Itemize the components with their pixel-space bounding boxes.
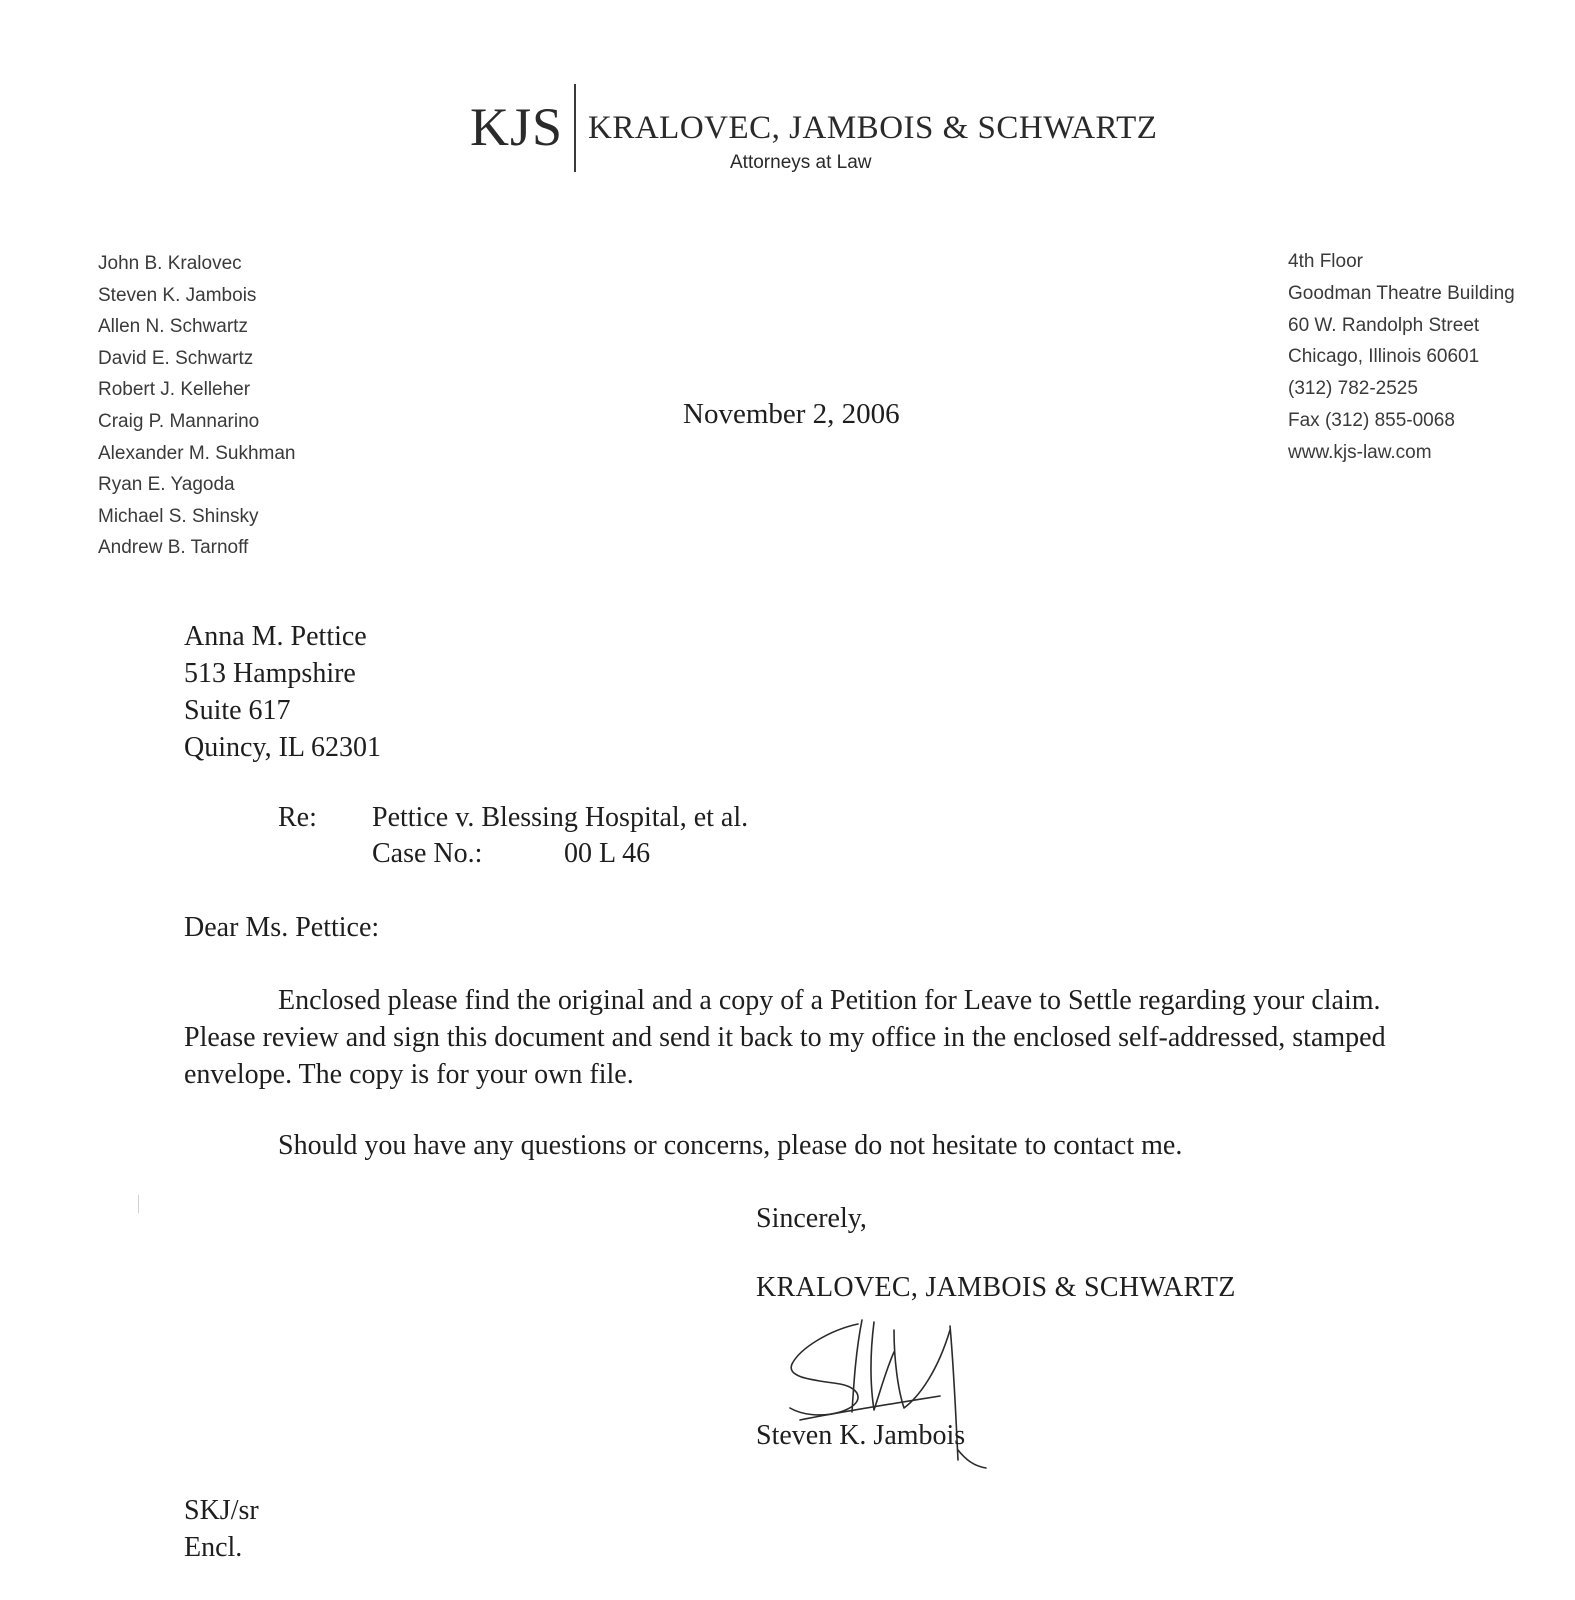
logo-mark: KJS — [470, 97, 564, 157]
partner-name: Allen N. Schwartz — [98, 316, 248, 338]
closing-valediction: Sincerely, — [756, 1203, 867, 1234]
enclosure-note: Encl. — [184, 1532, 243, 1563]
letter-date: November 2, 2006 — [683, 398, 900, 430]
case-title: Pettice v. Blessing Hospital, et al. — [372, 802, 749, 833]
partner-name: Steven K. Jambois — [98, 284, 257, 306]
handwritten-signature — [770, 1300, 1030, 1480]
partner-name: Ryan E. Yagoda — [98, 474, 235, 496]
letterhead — [0, 0, 1575, 200]
address-line: Chicago, Illinois 60601 — [1288, 346, 1480, 368]
recipient-line: Suite 617 — [184, 695, 291, 726]
partner-name: John B. Kralovec — [98, 253, 242, 274]
partner-name: David E. Schwartz — [98, 347, 254, 369]
phone-number: (312) 782-2525 — [1288, 378, 1418, 400]
recipient-address — [184, 618, 381, 766]
address-line: 4th Floor — [1288, 251, 1363, 272]
partner-name: Michael S. Shinsky — [98, 505, 259, 527]
closing-firm-name: KRALOVEC, JAMBOIS & SCHWARTZ — [756, 1272, 1236, 1303]
scan-artifact — [138, 1195, 139, 1213]
fax-number: Fax (312) 855-0068 — [1288, 409, 1455, 431]
address-line: 60 W. Randolph Street — [1288, 314, 1480, 336]
recipient-line: Quincy, IL 62301 — [184, 732, 381, 763]
partner-name: Andrew B. Tarnoff — [98, 537, 249, 559]
recipient-line: Anna M. Pettice — [184, 621, 367, 652]
case-number: 00 L 46 — [564, 838, 651, 869]
signer-name: Steven K. Jambois — [756, 1420, 966, 1451]
firm-tagline: Attorneys at Law — [730, 152, 872, 173]
partner-name: Alexander M. Sukhman — [98, 442, 296, 464]
partner-name: Robert J. Kelleher — [98, 379, 251, 401]
website: www.kjs-law.com — [1288, 441, 1432, 463]
re-label: Re: — [278, 802, 317, 833]
partners-list — [98, 248, 296, 564]
body-paragraph: Should you have any questions or concerns, please do not hesitate to contact me. — [278, 1130, 1183, 1161]
firm-name: KRALOVEC, JAMBOIS & SCHWARTZ — [588, 110, 1158, 146]
recipient-line: 513 Hampshire — [184, 658, 356, 689]
reference-initials: SKJ/sr — [184, 1495, 259, 1526]
office-address — [1288, 246, 1515, 469]
case-number-label: Case No.: — [372, 838, 483, 869]
body-paragraph: Enclosed please find the original and a copy of a Petition for Leave to Settle regarding your claim. Please review and sign this document and send it back to my office in the enclosed self-addressed, stamped envelope. The copy is for your own file. — [184, 985, 1386, 1090]
salutation: Dear Ms. Pettice: — [184, 912, 380, 943]
logo-divider — [574, 84, 576, 172]
address-line: Goodman Theatre Building — [1288, 282, 1515, 304]
partner-name: Craig P. Mannarino — [98, 410, 260, 432]
